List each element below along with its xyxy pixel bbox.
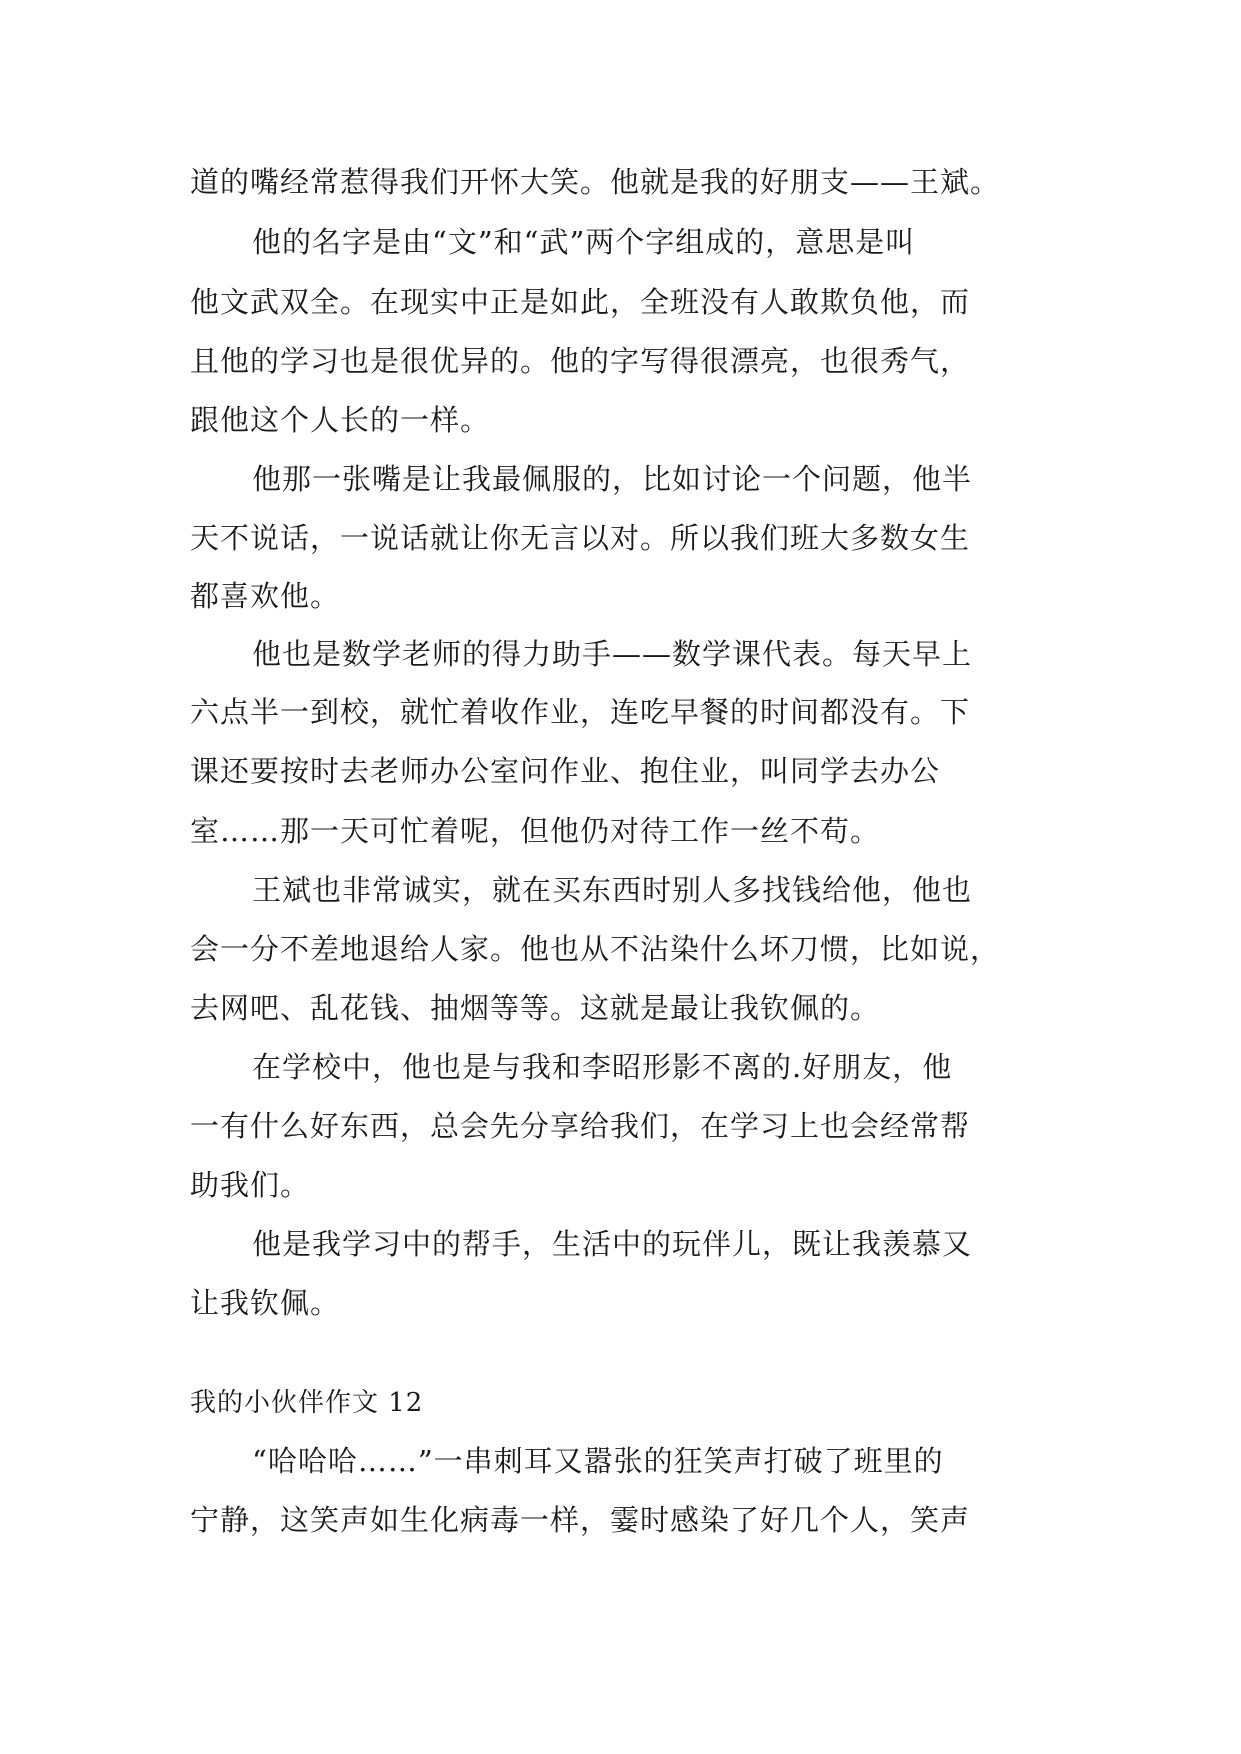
text-line: 室……那一天可忙着呢，但他仍对待工作一丝不苟。	[190, 814, 881, 848]
text-line: 会一分不差地退给人家。他也从不沾染什么坏刀惯，比如说，	[190, 932, 1001, 966]
text-line: 让我钦佩。	[190, 1286, 341, 1320]
text-line: 都喜欢他。	[190, 579, 341, 613]
text-line: 他是我学习中的帮手，生活中的玩伴儿，既让我羡慕又	[252, 1227, 973, 1261]
text-line: 他文武双全。在现实中正是如此，全班没有人敢欺负他，而	[190, 285, 971, 319]
text-line: 道的嘴经常惹得我们开怀大笑。他就是我的好朋支——王斌。	[190, 165, 1001, 199]
text-line: 六点半一到校，就忙着收作业，连吃早餐的时间都没有。下	[190, 695, 971, 729]
text-line: 一有什么好东西，总会先分享给我们，在学习上也会经常帮	[190, 1109, 971, 1143]
text-line: 他也是数学老师的得力助手——数学课代表。每天早上	[252, 637, 973, 671]
text-line: 跟他这个人长的一样。	[190, 403, 491, 437]
text-line: 他的名字是由“文”和“武”两个字组成的，意思是叫	[252, 225, 916, 259]
text-line: 去网吧、乱花钱、抽烟等等。这就是最让我钦佩的。	[190, 991, 881, 1025]
text-line: “哈哈哈……”一串刺耳又嚣张的狂笑声打破了班里的	[252, 1444, 944, 1478]
section-title: 我的小伙伴作文 12	[190, 1388, 424, 1418]
text-line: 在学校中，他也是与我和李昭形影不离的.好朋友，他	[252, 1050, 953, 1084]
text-line: 且他的学习也是很优异的。他的字写得很漂亮，也很秀气，	[190, 344, 971, 378]
text-line: 王斌也非常诚实，就在买东西时别人多找钱给他，他也	[252, 873, 973, 907]
text-line: 他那一张嘴是让我最佩服的，比如讨论一个问题，他半	[252, 462, 973, 496]
text-line: 课还要按时去老师办公室问作业、抱住业，叫同学去办公	[190, 754, 941, 788]
text-line: 天不说话，一说话就让你无言以对。所以我们班大多数女生	[190, 521, 971, 555]
text-line: 助我们。	[190, 1168, 311, 1202]
text-line: 宁静，这笑声如生化病毒一样，霎时感染了好几个人，笑声	[190, 1503, 971, 1537]
